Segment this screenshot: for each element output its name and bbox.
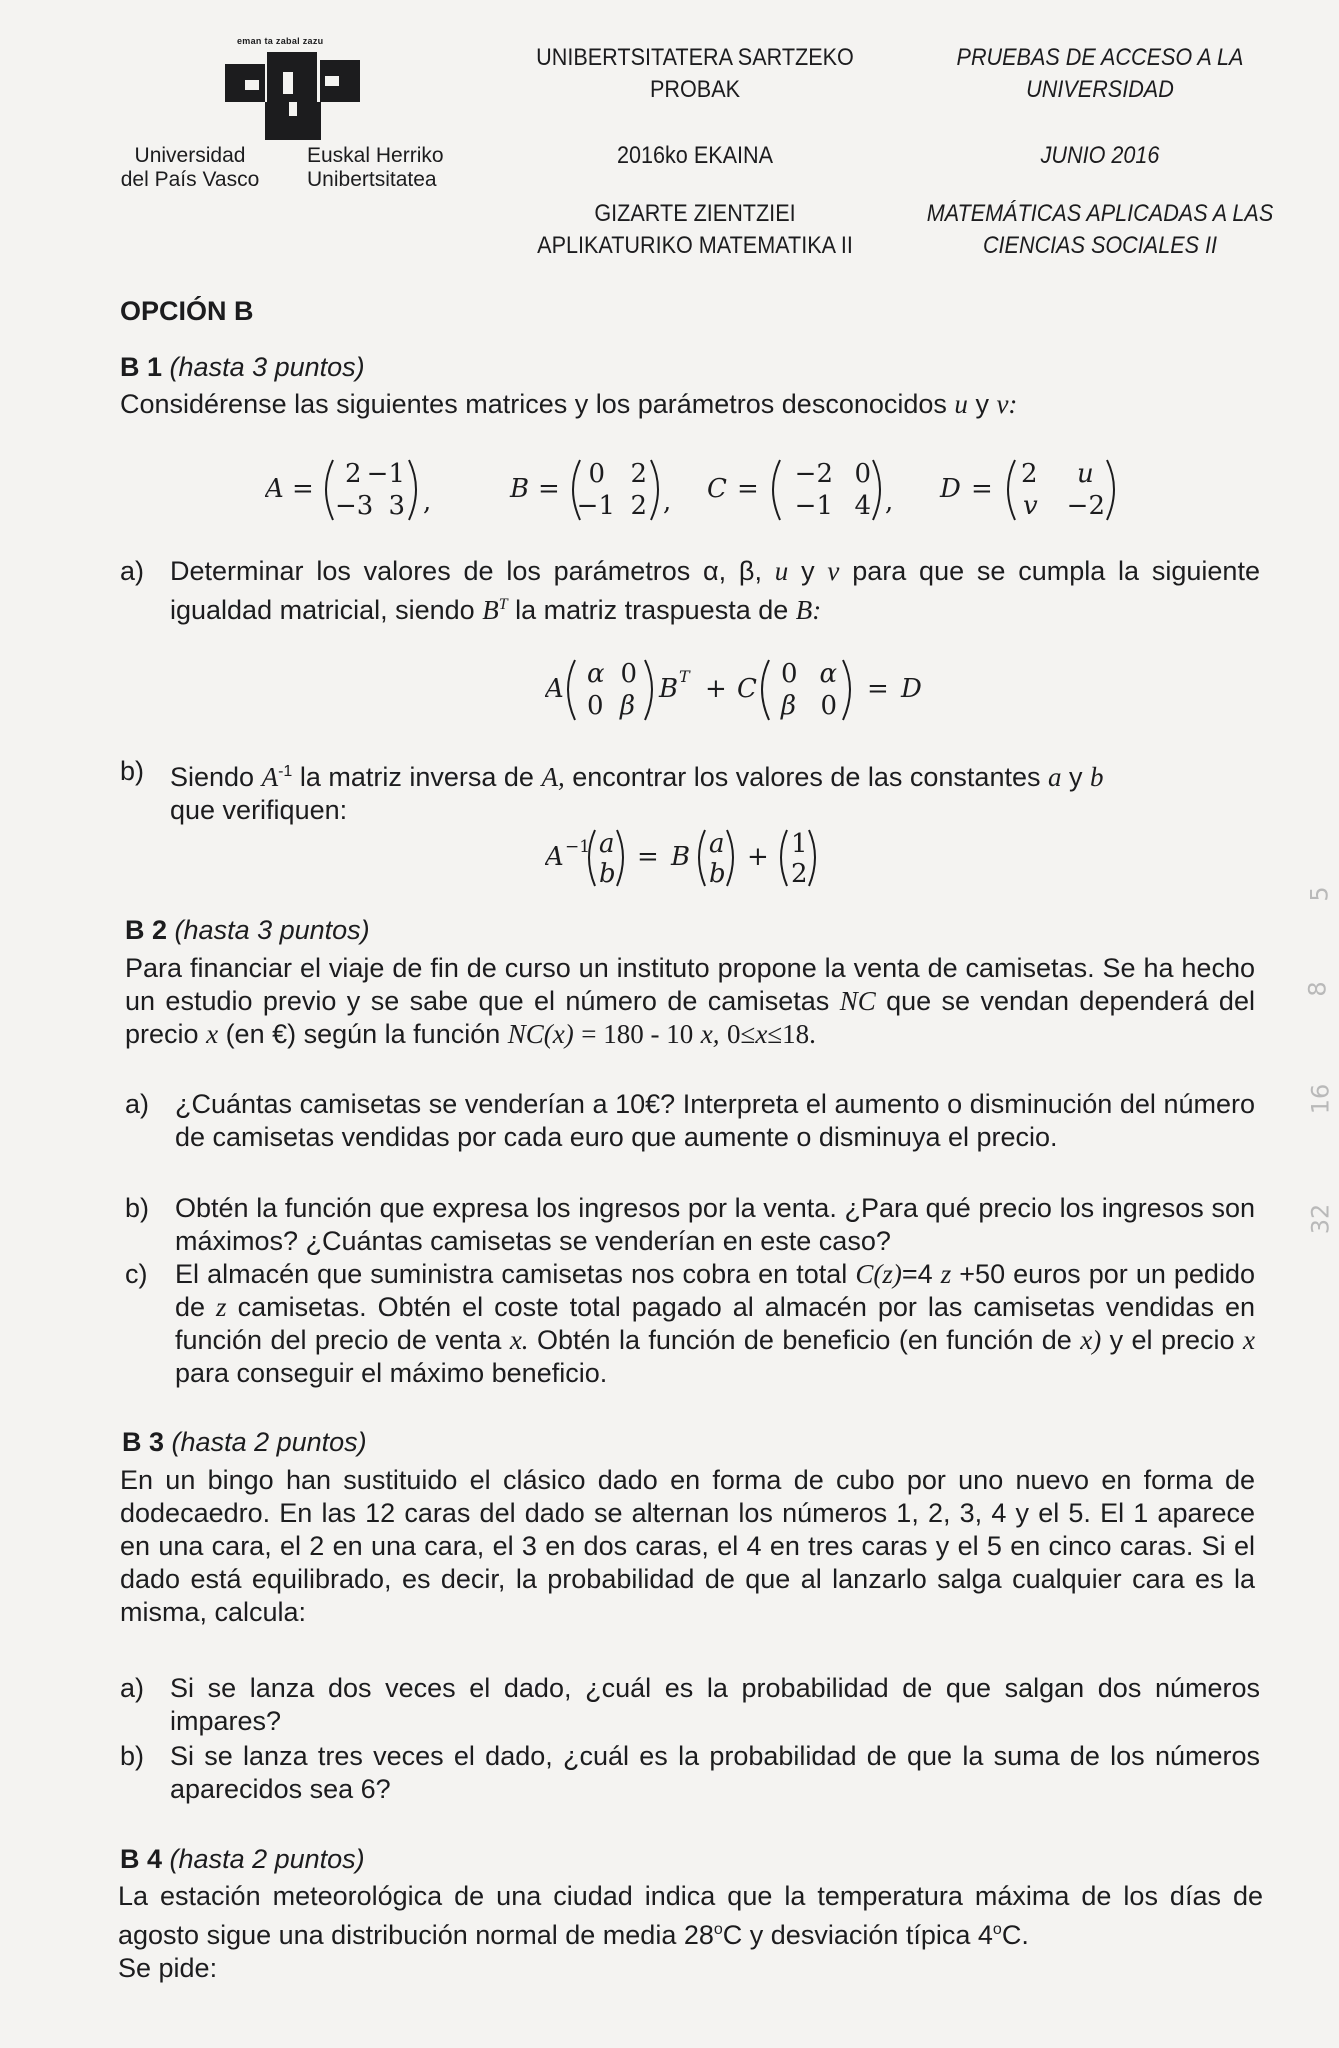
question-b2-part-a: a) ¿Cuántas camisetas se venderían a 10€? Interpreta el aumento o disminución del número de camisetas vendidas por cada euro que aumente o disminuya el precio. <box>125 1089 1255 1152</box>
svg-text:1: 1 <box>791 829 808 859</box>
matrix-C-c12: 0 <box>854 459 871 489</box>
svg-text:T: T <box>679 667 690 686</box>
question-b2-title: B 2 (hasta 3 puntos) <box>125 915 370 945</box>
matrix-A-a22: 3 <box>388 491 405 521</box>
svg-text:α: α <box>587 659 605 689</box>
question-b2-intro: Para financiar el viaje de fin de curso un instituto propone la venta de camisetas. Se ha hecho un estudio previo y se sabe que el número de camisetas NC que se vendan dependerá del precio x (en €) según la función NC(x) = 180 - 10 x, 0≤x≤18. <box>125 953 1255 1049</box>
svg-text:A: A <box>545 842 564 872</box>
matrix-D-d11: 2 <box>1021 459 1038 489</box>
matrix-C-c21: −1 <box>794 491 833 521</box>
svg-text:=: = <box>867 674 889 704</box>
svg-text:+: + <box>705 674 727 704</box>
question-b3-intro: En un bingo han sustituido el clásico dado en forma de cubo por uno nuevo en forma de dodecaedro. En las 12 caras del dado se alternan los números 1, 2, 3, 4 y el 5. El 1 aparece en una cara, el 2 en una cara, el 3 en dos caras, el 4 en tres caras y el 5 en cinco caras. Si el dado está equilibrado, es decir, la probabilidad de que al lanzarlo salga cualquier cara es la misma, calcula: <box>120 1465 1255 1627</box>
exam-title-eu: UNIBERTSITATERA SARTZEKO PROBAK <box>536 44 854 103</box>
svg-text:β: β <box>781 691 797 721</box>
svg-text:0: 0 <box>781 659 798 689</box>
svg-text:=: = <box>637 842 659 872</box>
question-b3-title: B 3 (hasta 2 puntos) <box>122 1427 367 1457</box>
svg-text:0: 0 <box>820 691 837 721</box>
svg-text:,: , <box>663 487 672 517</box>
matrix-D <box>939 459 1114 521</box>
tree-logo-icon <box>225 52 360 142</box>
matrix-D-d21: v <box>1023 491 1038 521</box>
question-b1-part-b: b) Siendo $A^{-1}$ la matriz inversa de A, encontrar los valores de las constantes a y b que verifiquen: <box>120 756 1104 825</box>
matrix-B-b12: 2 <box>630 459 647 489</box>
matrix-C-c22: 4 <box>854 491 871 521</box>
svg-text:C: C <box>737 674 757 704</box>
matrix-A-label: A <box>265 474 284 504</box>
matrix-B-b21: −1 <box>576 491 615 521</box>
exam-date-es: JUNIO 2016 <box>1040 142 1160 169</box>
question-b3-part-a: a) Si se lanza dos veces el dado, ¿cuál es la probabilidad de que salgan dos números impares? <box>120 1673 1260 1736</box>
svg-text:,: , <box>423 487 432 517</box>
logo-motto: eman ta zabal zazu <box>237 36 324 46</box>
option-heading: OPCIÓN B <box>120 296 254 326</box>
svg-text:β: β <box>619 691 635 721</box>
matrix-A-a21: −3 <box>335 491 374 521</box>
matrix-B-b22: 2 <box>630 491 647 521</box>
svg-text:B: B <box>659 674 679 704</box>
matrix-equation-2 <box>545 820 845 896</box>
svg-text:B: B <box>671 842 691 872</box>
matrix-B-b11: 0 <box>588 459 605 489</box>
university-logo <box>95 30 475 200</box>
question-b4-intro: La estación meteorológica de una ciudad indica que la temperatura máxima de los días de agosto sigue una distribución normal de media 28$^o$C y desviación típica 4$^o$C. Se pide: <box>118 1881 1263 1983</box>
svg-text:2: 2 <box>791 859 808 889</box>
matrix-A <box>265 459 431 521</box>
matrix-D-d12: u <box>1077 459 1094 489</box>
svg-text:α: α <box>819 659 837 689</box>
question-b3-part-b: b) Si se lanza tres veces el dado, ¿cuál es la probabilidad de que la suma de los números aparecidos sea 6? <box>120 1741 1260 1804</box>
svg-text:b: b <box>599 859 616 889</box>
matrix-A-a11: 2 <box>345 459 362 489</box>
equals-sign: = <box>292 474 314 504</box>
question-b4-title: B 4 (hasta 2 puntos) <box>120 1844 365 1874</box>
matrix-A-a12: −1 <box>366 459 405 489</box>
svg-text:−1: −1 <box>565 837 591 857</box>
svg-text:0: 0 <box>587 691 604 721</box>
matrix-C <box>707 459 893 521</box>
university-name-es: Universidad del País Vasco <box>120 144 260 191</box>
question-b1-part-a: a) Determinar los valores de los parámetros α, β, u y v para que se cumpla la siguiente igualdad matricial, siendo $B^T$ la matriz traspuesta de B: <box>120 556 1260 625</box>
margin-note: 16 <box>1306 1083 1335 1115</box>
equals-sign: = <box>971 474 993 504</box>
matrix-C-label: C <box>707 474 727 504</box>
subject-es: MATEMÁTICAS APLICADAS A LAS CIENCIAS SOCIALES II <box>926 200 1274 259</box>
svg-text:0: 0 <box>620 659 637 689</box>
question-b2-part-c: c) El almacén que suministra camisetas nos cobra en total C(z)=4 z +50 euros por un pedido de z camisetas. Obtén el coste total pagado al almacén por las camisetas vendidas en función del precio de venta x. Obtén la función de beneficio (en función de x) y el precio x para conseguir el máximo beneficio. <box>125 1259 1255 1388</box>
matrix-equation-1 <box>545 652 945 728</box>
svg-text:a: a <box>599 829 615 859</box>
svg-text:A: A <box>545 674 564 704</box>
margin-note: 5 <box>1305 886 1334 902</box>
question-b1-title: B 1 (hasta 3 puntos) <box>120 352 365 382</box>
exam-title-es: PRUEBAS DE ACCESO A LA UNIVERSIDAD <box>956 44 1244 103</box>
matrix-D-d22: −2 <box>1066 491 1105 521</box>
question-b1-intro: Considérense las siguientes matrices y los parámetros desconocidos u y v: <box>120 389 1018 419</box>
matrix-B-label: B <box>510 474 530 504</box>
matrices-definition <box>265 452 1125 528</box>
matrix-B <box>509 459 671 521</box>
exam-date-eu: 2016ko EKAINA <box>616 142 774 169</box>
equals-sign: = <box>737 474 759 504</box>
margin-note: 32 <box>1306 1203 1335 1235</box>
university-name-eu: Euskal Herriko Unibertsitatea <box>307 144 444 191</box>
svg-text:+: + <box>747 842 769 872</box>
svg-text:,: , <box>885 487 894 517</box>
svg-text:D: D <box>901 674 922 704</box>
matrix-D-label: D <box>940 474 961 504</box>
question-b2-part-b: b) Obtén la función que expresa los ingresos por la venta. ¿Para qué precio los ingresos son máximos? ¿Cuántas camisetas se venderían en este caso? <box>125 1193 1255 1256</box>
svg-text:a: a <box>709 829 725 859</box>
matrix-C-c11: −2 <box>794 459 833 489</box>
svg-text:b: b <box>709 859 726 889</box>
subject-eu: GIZARTE ZIENTZIEI APLIKATURIKO MATEMATIKA II <box>537 200 853 259</box>
margin-note: 8 <box>1303 981 1332 997</box>
equals-sign: = <box>538 474 560 504</box>
